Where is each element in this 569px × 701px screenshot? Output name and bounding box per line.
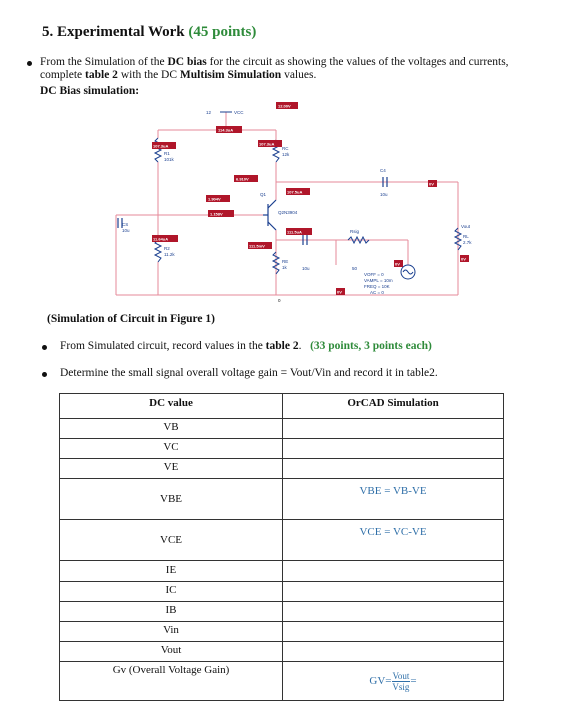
circuit-schematic — [108, 100, 470, 305]
sine-icon — [403, 270, 413, 274]
source-freq: FREQ = 10K — [364, 284, 390, 289]
vcc-value: 12 — [206, 110, 212, 115]
bullet-dot — [27, 61, 32, 66]
row-label-ib: IB — [60, 602, 283, 622]
rl-name: RL — [463, 234, 469, 239]
q1-model: Q2N3904 — [278, 210, 298, 215]
vcc-label: VCC — [234, 110, 244, 115]
readout-i-rc: 107.3uA — [259, 141, 275, 147]
table-row — [60, 622, 504, 642]
readout-i-vcc: 114.3uA — [218, 127, 234, 133]
row-value-ie[interactable] — [283, 561, 504, 582]
q1-name: Q1 — [260, 192, 267, 197]
row-label-vce: VCE — [60, 520, 283, 561]
header-orcad-simulation: OrCAD Simulation — [283, 394, 504, 419]
rsig-value: 50 — [352, 266, 358, 271]
bullet-dot — [42, 345, 47, 350]
instruction-bullet-gain: Determine the small signal overall voltage gain = Vout/Vin and record it in table2. — [60, 367, 438, 379]
re-value: 1k — [282, 265, 287, 270]
ground-label: 0 — [278, 298, 281, 303]
header-dc-value: DC value — [60, 394, 283, 419]
source-voff: VOFF = 0 — [364, 272, 384, 277]
transistor-q1 — [263, 200, 276, 230]
row-formula-vce[interactable]: VCE = VC-VE — [283, 520, 504, 561]
readout-vb: 1.904V — [208, 196, 221, 202]
readout-vc: 6.910V — [236, 176, 249, 182]
dc-bias-subheading: DC Bias simulation: — [40, 85, 140, 97]
readout-ve: 1.158V — [210, 211, 223, 217]
readout-ic: 107.5uA — [287, 189, 303, 195]
cs-value: 10u — [122, 228, 130, 233]
row-value-ib[interactable] — [283, 602, 504, 622]
dc-values-table — [59, 393, 504, 701]
c4-value: 10u — [380, 192, 388, 197]
section-number: 5. — [42, 24, 54, 40]
c4-name: C4 — [380, 168, 386, 173]
rc-value: 12k — [282, 152, 290, 157]
bullet-dot — [42, 372, 47, 377]
row-label-vbe: VBE — [60, 479, 283, 520]
source-ac: AC = 0 — [370, 290, 384, 295]
bullet-points: (33 points, 3 points each) — [310, 340, 432, 352]
figure-caption: (Simulation of Circuit in Figure 1) — [47, 313, 215, 325]
resistor-r2 — [155, 240, 161, 262]
readout-c4: 0V — [429, 181, 434, 187]
row-label-ie: IE — [60, 561, 283, 582]
section-title: Experimental Work — [57, 24, 185, 40]
resistor-r1 — [155, 138, 161, 162]
row-label-ve: VE — [60, 459, 283, 479]
instruction-paragraph: From the Simulation of the DC bias for the circuit as showing the values of the voltages and currents, complete table 2 with the DC Multisim Simulation values. — [40, 56, 509, 81]
r2-name: R2 — [164, 246, 170, 251]
table-row — [60, 561, 504, 582]
gain-fraction — [392, 671, 411, 692]
cs-name: CS — [122, 222, 129, 227]
table-header-row — [60, 394, 504, 419]
row-label-vout: Vout — [60, 642, 283, 662]
table-row — [60, 582, 504, 602]
gain-suffix: = — [410, 674, 417, 687]
table-row — [60, 479, 504, 520]
table-row — [60, 520, 504, 561]
table-row — [60, 642, 504, 662]
row-label-gv: Gv (Overall Voltage Gain) — [60, 662, 283, 701]
row-label-vb: VB — [60, 419, 283, 439]
row-value-vc[interactable] — [283, 439, 504, 459]
table-row — [60, 662, 504, 701]
instruction-bullet-record: From Simulated circuit, record values in the table 2. (33 points, 3 points each) — [60, 340, 432, 352]
row-value-ic[interactable] — [283, 582, 504, 602]
section-heading — [42, 24, 256, 41]
table-row — [60, 419, 504, 439]
re-name: RE — [282, 259, 289, 264]
row-value-vin[interactable] — [283, 622, 504, 642]
rsig-name: Rsig — [350, 229, 360, 234]
vout-label: Vout — [461, 224, 471, 229]
row-formula-vbe[interactable]: VBE = VB-VE — [283, 479, 504, 520]
section-points: (45 points) — [188, 24, 257, 40]
gain-prefix: GV= — [369, 674, 392, 687]
rc-name: RC — [282, 146, 289, 151]
readout-i-r1: 107.3uA — [153, 143, 169, 149]
readout-src: 0V — [395, 261, 400, 267]
rl-value: 2.7k — [463, 240, 472, 245]
gain-numerator: Vout — [392, 670, 410, 681]
r2-value: 11.2k — [164, 252, 175, 257]
readout-gnd1: 0V — [337, 289, 342, 295]
c3-value: 10u — [302, 266, 310, 271]
readout-ve-node: 111.5mV — [249, 243, 265, 249]
row-label-vc: VC — [60, 439, 283, 459]
readout-i-r2: 11.64uA — [153, 236, 169, 242]
row-value-vout[interactable] — [283, 642, 504, 662]
table-row — [60, 459, 504, 479]
r1-value: 101k — [164, 157, 174, 162]
row-formula-gv[interactable] — [283, 662, 504, 701]
table-row — [60, 439, 504, 459]
r1-name: R1 — [164, 151, 170, 156]
source-vampl: VAMPL = 10m — [364, 278, 393, 283]
table-row — [60, 602, 504, 622]
readout-ie: 111.5uA — [287, 229, 302, 235]
gain-denominator: Vsig — [392, 681, 410, 692]
readout-vcc: 12.00V — [278, 103, 291, 109]
row-value-ve[interactable] — [283, 459, 504, 479]
row-value-vb[interactable] — [283, 419, 504, 439]
row-label-vin: Vin — [60, 622, 283, 642]
readout-rl: 0V — [461, 256, 466, 262]
row-label-ic: IC — [60, 582, 283, 602]
